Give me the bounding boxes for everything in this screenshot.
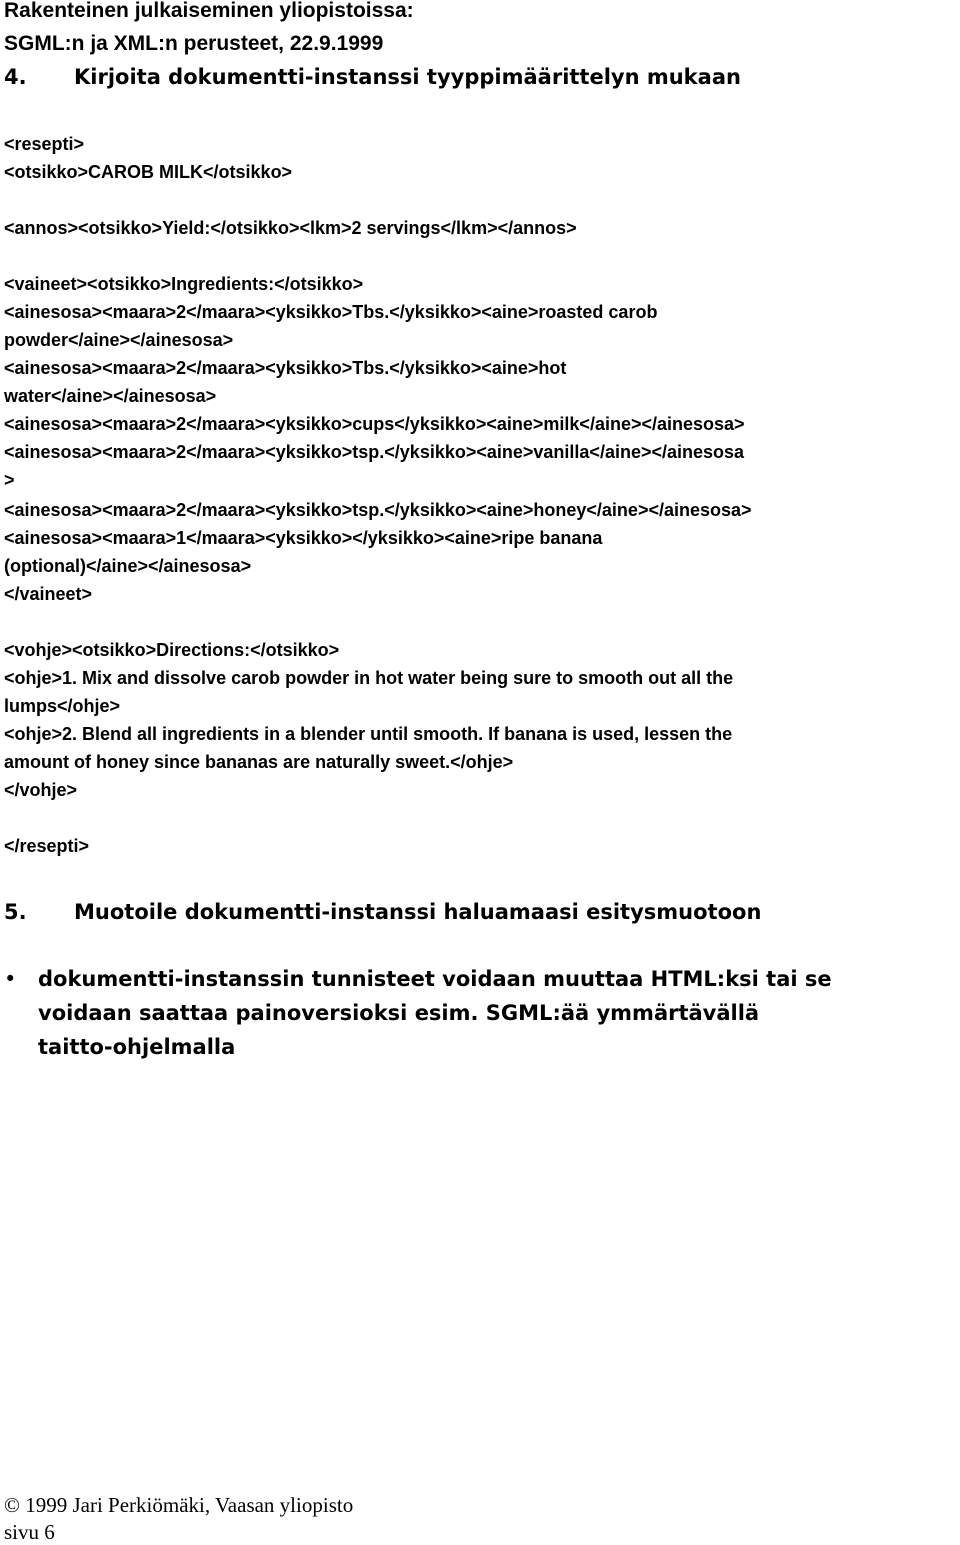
code-line: </vohje> [4, 780, 78, 800]
footer-page-number: sivu 6 [4, 1520, 55, 1544]
section-5-heading [4, 898, 954, 926]
code-line: <ohje>1. Mix and dissolve carob powder in hot water being sure to smooth out all the [4, 668, 734, 688]
code-line: lumps</ohje> [4, 696, 121, 716]
code-line: > [4, 470, 15, 490]
document-title-line-1: Rakenteinen julkaiseminen yliopistoissa: [4, 0, 414, 22]
section-4-heading [4, 63, 954, 91]
bullet-text-line: dokumentti-instanssin tunnisteet voidaan muuttaa HTML:ksi tai se [38, 967, 832, 991]
code-line: <vaineet><otsikko>Ingredients:</otsikko> [4, 274, 364, 294]
code-line: </resepti> [4, 836, 90, 856]
bullet-text-line: voidaan saattaa painoversioksi esim. SGML:ää ymmärtävällä [38, 1001, 760, 1025]
code-line: <otsikko>CAROB MILK</otsikko> [4, 162, 293, 182]
section-4-title: Kirjoita dokumentti-instanssi tyyppimäärittelyn mukaan [74, 65, 741, 89]
section-4-number: 4. [4, 65, 27, 89]
code-line: </vaineet> [4, 584, 93, 604]
document-title-line-2: SGML:n ja XML:n perusteet, 22.9.1999 [4, 32, 384, 55]
code-line: <resepti> [4, 134, 85, 154]
bullet-text-line: taitto-ohjelmalla [38, 1035, 236, 1059]
code-line: <vohje><otsikko>Directions:</otsikko> [4, 640, 340, 660]
code-line: amount of honey since bananas are naturally sweet.</ohje> [4, 752, 514, 772]
section-5-number: 5. [4, 900, 27, 924]
code-line: water</aine></ainesosa> [4, 386, 217, 406]
code-line: <annos><otsikko>Yield:</otsikko><lkm>2 servings</lkm></annos> [4, 218, 577, 238]
code-line: powder</aine></ainesosa> [4, 330, 234, 350]
code-line: (optional)</aine></ainesosa> [4, 556, 252, 576]
bullet-symbol: • [4, 967, 17, 991]
code-line: <ohje>2. Blend all ingredients in a blender until smooth. If banana is used, lessen the [4, 724, 733, 744]
code-line: <ainesosa><maara>1</maara><yksikko></yksikko><aine>ripe banana [4, 528, 603, 548]
code-line: <ainesosa><maara>2</maara><yksikko>cups</yksikko><aine>milk</aine></ainesosa> [4, 414, 745, 434]
code-line: <ainesosa><maara>2</maara><yksikko>Tbs.</yksikko><aine>roasted carob [4, 302, 658, 322]
section-5-title: Muotoile dokumentti-instanssi haluamaasi esitysmuotoon [74, 900, 762, 924]
code-line: <ainesosa><maara>2</maara><yksikko>tsp.</yksikko><aine>vanilla</aine></ainesosa [4, 442, 745, 462]
code-line: <ainesosa><maara>2</maara><yksikko>tsp.</yksikko><aine>honey</aine></ainesosa> [4, 500, 752, 520]
code-line: <ainesosa><maara>2</maara><yksikko>Tbs.</yksikko><aine>hot [4, 358, 567, 378]
footer-copyright: © 1999 Jari Perkiömäki, Vaasan yliopisto [4, 1493, 354, 1517]
